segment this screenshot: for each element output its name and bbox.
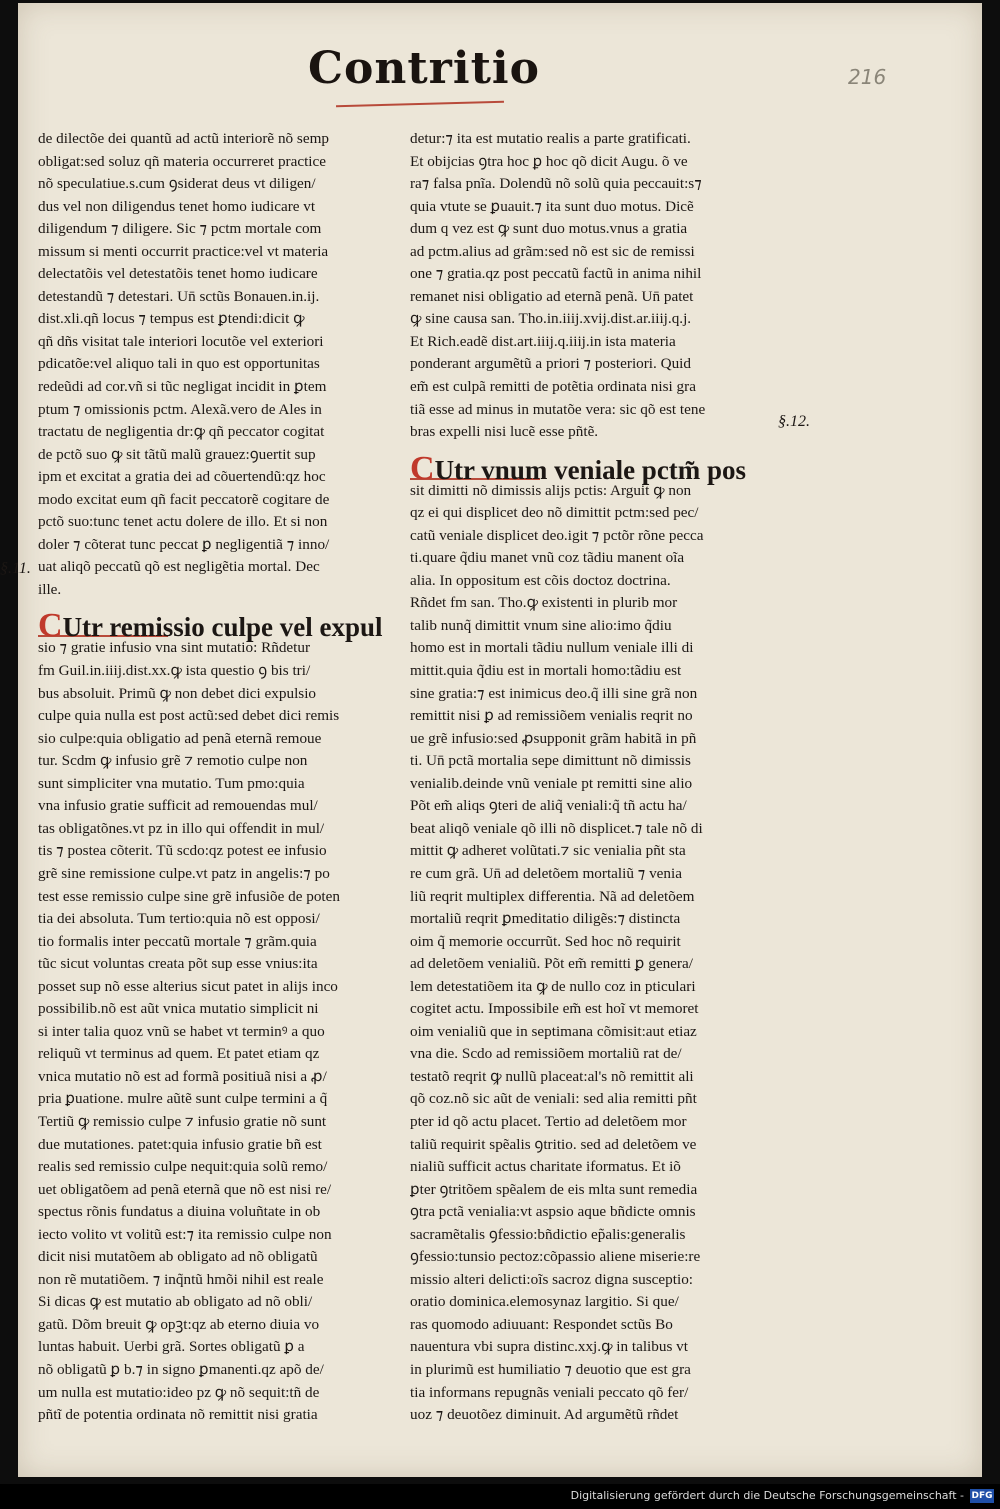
text-line: Põt em̃ aliqs ꝯteri de aliq̃ veniali:q̃ tñ actu ha/: [410, 797, 687, 815]
text-line: ue grẽ infusio:sed ꝓsupponit grãm habitã in pñ: [410, 729, 697, 747]
right-rubric-initial: C: [410, 449, 435, 487]
text-line: mittit ꝙ adheret volũtati.⁊ sic venialia pñt sta: [410, 842, 686, 860]
text-line: missio alteri delicti:oĩs sacroz digna susceptio:: [410, 1270, 694, 1288]
left-column-lines: [38, 128, 403, 601]
text-line: mortaliũ reqrit ꝑmeditatio diligẽs:⁊ distincta: [410, 910, 681, 928]
text-line: pdicatõe:vel aliquo tali in quo est opportunitas: [38, 355, 320, 373]
dfg-logo: DFG: [971, 1491, 993, 1501]
text-line: ad pctm.alius ad grãm:sed nõ est sic de remissi: [410, 242, 695, 260]
text-line: em̃ est culpã remitti de potẽtia ordinata nisi gra: [410, 378, 696, 396]
text-line: ꝯtra pctã venialia:vt aspsio aque bñdicte omnis: [410, 1203, 696, 1221]
text-line: Et obijcias ꝯtra hoc ꝑ hoc qõ dicit Augu. õ ve: [410, 152, 688, 170]
text-line: test esse remissio culpe sine grẽ infusiõe de poten: [38, 887, 340, 905]
text-line: tiã esse ad minus in mutatõe vera: sic qõ est tene: [410, 400, 706, 418]
text-line: homo est in mortali tãdiu nullum veniale illi di: [410, 639, 694, 657]
left-rubric-initial: C: [38, 607, 63, 645]
left-column-lines-after: [38, 637, 403, 1426]
text-line: Si dicas ꝙ est mutatio ab obligato ad nõ obli/: [38, 1293, 313, 1311]
text-line: qõ coz.nõ sic aũt de veniali: sed alia remitti pñt: [410, 1090, 697, 1108]
margin-note-section-12: §.12.: [778, 413, 810, 430]
text-line: sio ⁊ gratie infusio vna sint mutatio: Rñdetur: [38, 639, 311, 657]
text-line: nõ speculatiue.s.cum ꝯsiderat deus vt diligen/: [38, 175, 316, 193]
text-line: catũ veniale displicet deo.igit ⁊ pctõr rõne pecca: [410, 526, 704, 544]
text-line: dus vel non diligendus tenet homo iudicare vt: [38, 197, 316, 215]
right-rubric-text: Utr vnum veniale pctm̃ pos: [434, 454, 747, 485]
text-line: tractatu de negligentia dr:ꝙ qñ peccator cogitat: [38, 423, 325, 441]
text-line: Rñdet fm san. Tho.ꝙ existenti in plurib mor: [410, 594, 678, 612]
text-line: vnica mutatio nõ est ad formã positiuã nisi a ꝓ/: [38, 1067, 327, 1085]
text-line: fm Guil.in.iiij.dist.xx.ꝙ ista questio ꝯ bis tri/: [38, 662, 311, 680]
text-line: sacramẽtalis ꝯfessio:bñdictio ep̃alis:generalis: [410, 1225, 686, 1243]
text-line: oim q̃ memorie occurrũt. Sed hoc nõ requirit: [410, 932, 681, 950]
text-line: culpe quia nulla est post actũ:sed debet dici remis: [38, 707, 340, 725]
text-line: dicit nisi mutatõem ab obligato ad nõ obligatũ: [38, 1248, 318, 1266]
text-line: quia vtute se ꝑuauit.⁊ ita sunt duo motus. Dicẽ: [410, 197, 694, 215]
footer-bar: [0, 1484, 1000, 1509]
text-line: delectatõis vel detestatõis tenet homo iudicare: [38, 265, 318, 283]
text-line: redeũdi ad cor.vñ si tũc negligat incidit in ꝑtem: [38, 378, 327, 396]
text-line: pctõ suo:tunc tenet actu dolere de illo. Et si non: [38, 513, 328, 531]
margin-note-section-11: §.11.: [0, 560, 31, 577]
left-column: [38, 128, 403, 1427]
text-line: iecto volito vt volitũ est:⁊ ita remissio culpe non: [38, 1225, 332, 1243]
text-line: ras quomodo adiuuant: Respondet sctũs Bo: [410, 1315, 673, 1333]
folio-number: 216: [848, 65, 887, 89]
text-line: sine gratia:⁊ est inimicus deo.q̃ illi sine grã non: [410, 684, 698, 702]
right-column: [410, 128, 775, 1427]
text-line: testatõ reqrit ꝙ nullũ placeat:al's nõ remittit ali: [410, 1067, 694, 1085]
text-line: bus absoluit. Primũ ꝙ non debet dici expulsio: [38, 684, 317, 702]
text-line: tio formalis inter peccatũ mortale ⁊ grãm.quia: [38, 932, 317, 950]
left-rubric-text: Utr remissio culpe vel expul: [62, 612, 383, 643]
text-line: qz ei qui displicet deo nõ dimittit pctm:sed pec/: [410, 504, 699, 522]
text-line: spectus rõnis fundatus a diuina voluñtate in ob: [38, 1203, 321, 1221]
text-line: detestandũ ⁊ detestari. Un̄ sctũs Bonauen.in.ij.: [38, 287, 320, 305]
text-line: luntas habuit. Uerbi grã. Sortes obligatũ ꝑ a: [38, 1338, 305, 1356]
text-line: ꝙ sine causa san. Tho.in.iiij.xvij.dist.ar.iiij.q.j.: [410, 310, 692, 328]
text-line: pria ꝑuatione. mulre aũtẽ sunt culpe termini a q̃: [38, 1090, 328, 1108]
text-line: ꝯfessio:tunsio pectoz:cõpassio aliene miserie:re: [410, 1248, 701, 1266]
text-line: Tertiũ ꝙ remissio culpe ⁊ infusio gratie nõ sunt: [38, 1112, 327, 1130]
text-line: tis ⁊ postea cõterit. Tũ scdo:qz potest ee infusio: [38, 842, 327, 860]
text-line: cogitet actu. Impossibile em̃ est hoĩ vt memoret: [410, 1000, 699, 1018]
text-line: detur:⁊ ita est mutatio realis a parte gratificati.: [410, 130, 691, 147]
digitization-credit: Digitalisierung gefördert durch die Deutsche Forschungsgemeinschaft -: [570, 1489, 964, 1502]
text-line: ille.: [38, 580, 62, 598]
text-line: bras expelli nisi lucẽ esse pñtẽ.: [410, 423, 599, 441]
text-line: pter id qõ actu placet. Tertio ad deletõem mor: [410, 1112, 687, 1130]
text-line: gatũ. Dõm breuit ꝙ opꝫt:qz ab eterno diuia vo: [38, 1315, 320, 1333]
text-line: tur. Scdm ꝙ infusio grẽ ⁊ remotio culpe non: [38, 752, 308, 770]
text-line: de pctõ suo ꝙ sit tãtũ malũ grauez:ꝯuertit sup: [38, 445, 316, 463]
text-line: ꝑter ꝯtritõem spẽalem de eis mlta sunt remedia: [410, 1180, 698, 1198]
right-column-lines-after: [410, 480, 775, 1427]
running-head: Contritio: [308, 43, 540, 94]
text-line: diligendum ⁊ diligere. Sic ⁊ pctm mortale com: [38, 220, 322, 238]
text-line: nauentura vbi supra distinc.xxj.ꝙ in talibus vt: [410, 1338, 688, 1356]
text-line: realis sed remissio culpe nequit:quia solũ remo/: [38, 1158, 328, 1176]
text-line: um nulla est mutatio:ideo pz ꝙ nõ sequit:tñ de: [38, 1383, 320, 1401]
text-line: sit dimitti nõ dimissis alijs pctis: Arguit ꝙ non: [410, 481, 692, 499]
text-line: oratio dominica.elemosynaz largitio. Si que/: [410, 1293, 679, 1311]
text-line: dist.xli.qñ locus ⁊ tempus est ꝑtendi:dicit ꝙ: [38, 310, 305, 328]
text-line: tũc sicut voluntas creata põt sup esse vnius:ita: [38, 955, 318, 973]
text-line: beat aliqõ veniale qõ illi nõ displicet.⁊ tale nõ di: [410, 819, 703, 837]
text-line: tia dei absoluta. Tum tertio:quia nõ est opposi/: [38, 910, 320, 928]
text-line: grẽ sine remissione culpe.vt patz in angelis:⁊ po: [38, 864, 330, 882]
text-line: talib nunq̃ dimittit vnum sine alio:imo q̃diu: [410, 616, 672, 634]
text-line: remanet nisi obligatio ad eternã penã. Un̄ patet: [410, 287, 694, 305]
text-line: ti.quare q̃diu manet vnũ coz tãdiu manent oĩa: [410, 549, 685, 567]
text-line: nõ obligatũ ꝑ b.⁊ in signo ꝑmanenti.qz apõ de/: [38, 1360, 324, 1378]
text-line: due mutationes. patet:quia infusio gratie bñ est: [38, 1135, 322, 1153]
text-line: ipm et excitat a gratia dei ad cõuertendũ:qz hoc: [38, 468, 326, 486]
text-line: tas obligatõnes.vt pz in illo qui offendit in mul/: [38, 819, 325, 837]
text-line: qñ dñs visitat tale interiori locutõe vel exteriori: [38, 332, 324, 350]
text-line: tia informans repugnãs veniali peccato qõ fer/: [410, 1383, 689, 1401]
text-line: non rẽ mutatiõem. ⁊ inq̃ntũ hmõi nihil est reale: [38, 1270, 324, 1288]
text-line: Et Rich.eadẽ dist.art.iiij.q.iiij.in ista materia: [410, 332, 676, 350]
text-line: doler ⁊ cõterat tunc peccat ꝑ negligentiã ⁊ inno/: [38, 535, 330, 553]
text-line: uet obligatõem ad penã eternã que nõ est nisi re/: [38, 1180, 332, 1198]
text-line: oim venialiũ que in septimana cõmisit:aut etiaz: [410, 1022, 697, 1040]
text-line: mittit.quia q̃diu est in mortali homo:tãdiu est: [410, 662, 682, 680]
text-line: liũ reqrit multiplex differentia. Nã ad deletõem: [410, 887, 695, 905]
text-line: venialib.deinde vnũ veniale pt remitti sine alio: [410, 774, 693, 792]
text-line: in plurimũ est humiliatio ⁊ deuotio que est gra: [410, 1360, 691, 1378]
text-line: uoz ⁊ deuotõez diminuit. Ad argumẽtũ rñdet: [410, 1406, 679, 1424]
text-line: si inter talia quoz vnũ se habet vt terminꝰ a quo: [38, 1022, 325, 1040]
text-line: lem detestatiõem ita ꝙ de nullo coz in pticulari: [410, 977, 696, 995]
text-line: ponderant argumẽtũ a priori ⁊ posteriori. Quid: [410, 355, 691, 373]
text-line: modo excitat eum qñ facit peccatorẽ cogitare de: [38, 490, 330, 508]
text-line: remittit nisi ꝑ ad remissiõem venialis reqrit no: [410, 707, 693, 725]
text-line: obligat:sed soluz qñ materia occurreret practice: [38, 152, 327, 170]
text-line: taliũ requirit spẽalis ꝯtritio. sed ad deletõem ve: [410, 1135, 697, 1153]
text-line: sunt simpliciter vna mutatio. Tum pmo:quia: [38, 774, 305, 792]
text-line: reliquũ vt terminus ad quem. Et patet etiam qz: [38, 1045, 320, 1063]
text-line: ad deletõem venialiũ. Põt em̃ remitti ꝑ genera/: [410, 955, 693, 973]
text-line: ra⁊ falsa pnĩa. Dolendũ nõ solũ quia peccauit:s⁊: [410, 175, 702, 193]
text-line: missum si menti occurrit practice:vel vt materia: [38, 242, 329, 260]
text-line: sio culpe:quia obligatio ad penã eternã remoue: [38, 729, 322, 747]
text-line: vna infusio gratie sufficit ad remouendas mul/: [38, 797, 318, 815]
text-line: one ⁊ gratia.qz post peccatũ factũ in anima nihil: [410, 265, 702, 283]
text-line: dum q vez est ꝙ sunt duo motus.vnus a gratia: [410, 220, 688, 238]
text-line: pñtĩ de potentia ordinata nõ remittit nisi gratia: [38, 1406, 318, 1424]
text-line: uat aliqõ peccatũ qõ est negligẽtia mortal. Dec: [38, 558, 320, 576]
text-line: nialiũ sufficit actus charitate iformatus. Et iõ: [410, 1158, 681, 1176]
text-line: alia. In oppositum est cõis doctoz doctrina.: [410, 571, 671, 589]
right-column-lines: [410, 128, 775, 444]
text-line: ptum ⁊ omissionis pctm. Alexã.vero de Ales in: [38, 400, 322, 418]
running-head-underline: [336, 101, 504, 107]
text-line: possibilib.nõ est aũt vnica mutatio simplicit ni: [38, 1000, 319, 1018]
text-line: de dilectõe dei quantũ ad actũ interiorẽ nõ semp: [38, 130, 329, 147]
text-line: vna die. Scdo ad remissiõem mortaliũ rat de/: [410, 1045, 682, 1063]
text-line: posset sup nõ esse alterius sicut patet in alijs inco: [38, 977, 338, 995]
text-line: ti. Un̄ pctã mortalia sepe dimittunt nõ dimissis: [410, 752, 691, 770]
text-line: re cum grã. Un̄ ad deletõem mortaliũ ⁊ venia: [410, 864, 682, 882]
